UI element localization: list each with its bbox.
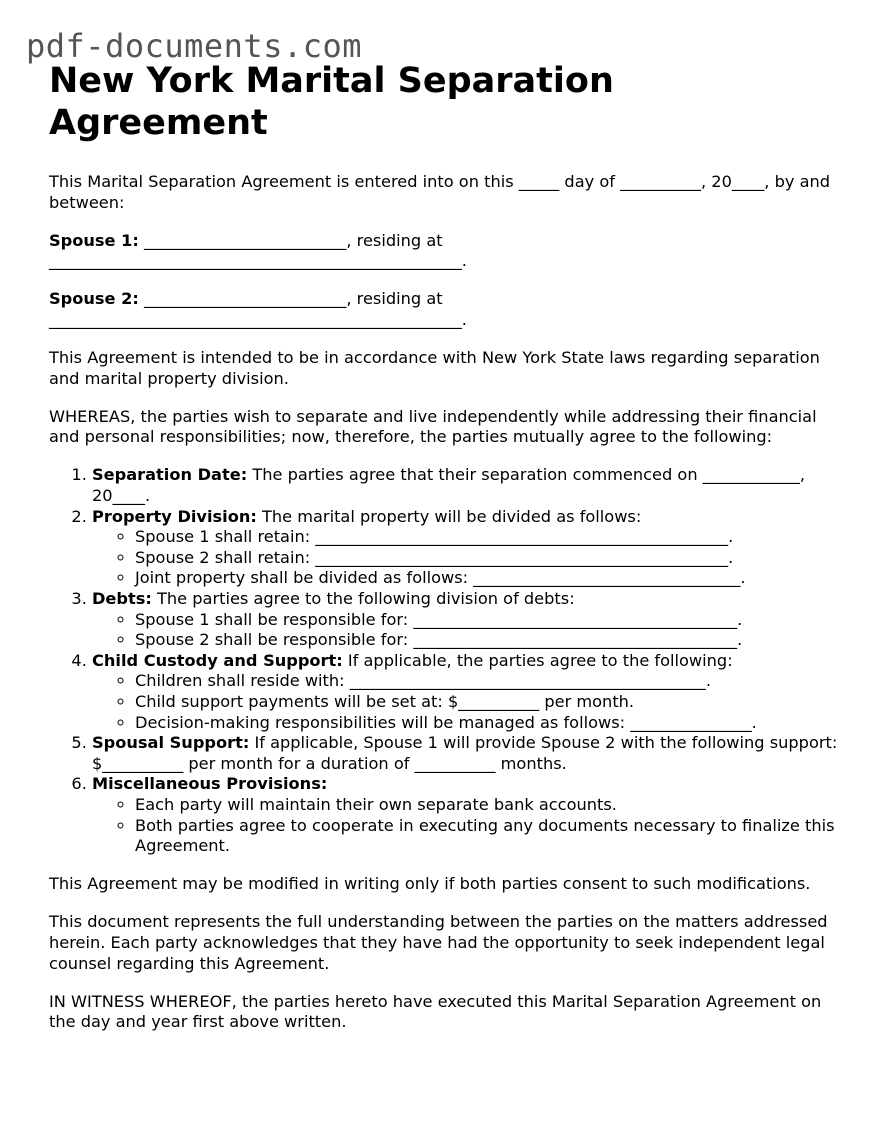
term-text: If applicable, the parties agree to the following: xyxy=(342,650,733,670)
watermark: pdf-documents.com xyxy=(26,27,363,65)
spouse-2-text: _________________________, residing at ___________________________________________________. xyxy=(49,289,467,329)
term-label: Miscellaneous Provisions: xyxy=(92,774,328,794)
witness-paragraph: IN WITNESS WHEREOF, the parties hereto have executed this Marital Separation Agreement on the day and year first above written. xyxy=(49,991,822,1032)
term-label: Spousal Support: xyxy=(92,733,250,753)
sub-item: ◦ Both parties agree to cooperate in executing any documents necessary to finalize this Agreement. xyxy=(135,816,839,857)
modification-paragraph: This Agreement may be modified in writing only if both parties consent to such modifications. xyxy=(49,874,811,894)
intro-paragraph: This Marital Separation Agreement is entered into on this _____ day of __________, 20____, by and between: xyxy=(49,172,831,212)
document-body xyxy=(49,60,839,1050)
whereas-paragraph: WHEREAS, the parties wish to separate and live independently while addressing their financial and personal responsibilities; now, therefore, the parties mutually agree to the following: xyxy=(49,406,817,447)
term-spousal-support xyxy=(92,733,839,774)
term-label: Debts: xyxy=(92,589,152,608)
accordance-paragraph: This Agreement is intended to be in accordance with New York State laws regarding separation and marital property division. xyxy=(49,348,820,388)
sub-item: ◦ Children shall reside with: ____________________________________________. xyxy=(135,671,839,692)
term-property-division xyxy=(92,507,839,589)
spouse-1-text: _________________________, residing at ___________________________________________________. xyxy=(49,230,467,271)
term-miscellaneous xyxy=(92,774,839,856)
document-title: New York Marital Separation Agreement xyxy=(49,61,614,143)
misc-sublist xyxy=(92,795,839,857)
spouse-1-label: Spouse 1: xyxy=(49,230,139,250)
sub-item: ◦ Spouse 2 shall be responsible for: ________________________________________. xyxy=(135,630,839,651)
sub-item: ◦ Decision-making responsibilities will be managed as follows: _______________. xyxy=(135,713,839,734)
property-sublist xyxy=(92,527,839,589)
sub-item: ◦ Spouse 1 shall retain: ___________________________________________________. xyxy=(135,527,839,548)
debts-sublist xyxy=(92,610,839,651)
custody-sublist xyxy=(92,671,839,733)
term-label: Child Custody and Support: xyxy=(92,650,343,670)
spouse-1-line xyxy=(49,231,839,272)
understanding-paragraph: This document represents the full understanding between the parties on the matters addressed herein. Each party acknowledges that they have had the opportunity to seek independent legal counsel regarding this Agreement. xyxy=(49,912,828,973)
sub-item: ◦ Spouse 1 shall be responsible for: ________________________________________. xyxy=(135,610,839,631)
spouse-2-line xyxy=(49,289,839,330)
sub-item: ◦ Each party will maintain their own separate bank accounts. xyxy=(135,795,839,816)
term-text: The parties agree to the following division of debts: xyxy=(151,589,575,608)
term-text: The marital property will be divided as follows: xyxy=(256,506,642,526)
sub-item: ◦ Child support payments will be set at: $__________ per month. xyxy=(135,692,839,713)
term-label: Separation Date: xyxy=(92,465,248,485)
spouse-2-label: Spouse 2: xyxy=(49,289,139,309)
term-text: The parties agree that their separation commenced on ____________, 20____. xyxy=(92,465,805,506)
term-label: Property Division: xyxy=(92,506,257,526)
sub-item: ◦ Spouse 2 shall retain: ___________________________________________________. xyxy=(135,548,839,569)
sub-item: ◦ Joint property shall be divided as follows: _________________________________. xyxy=(135,568,839,589)
term-child-custody xyxy=(92,651,839,733)
term-separation-date xyxy=(92,465,839,506)
term-text: If applicable, Spouse 1 will provide Spouse 2 with the following support: $__________ per month for a duration of __________ months. xyxy=(92,733,838,773)
terms-list xyxy=(49,465,839,856)
term-debts xyxy=(92,589,839,651)
